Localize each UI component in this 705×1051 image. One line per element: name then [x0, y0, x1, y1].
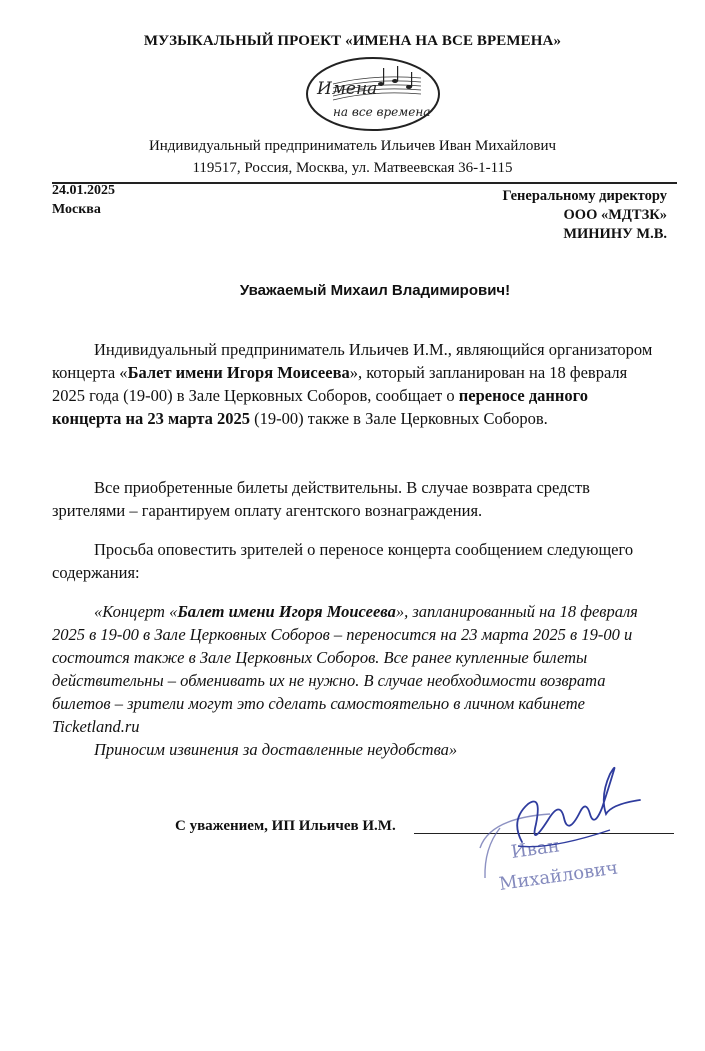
- salutation: Уважаемый Михаил Владимирович!: [239, 282, 511, 299]
- body-paragraph-1: [52, 338, 658, 430]
- ip-name: Индивидуальный предприниматель Ильичев Иван Михайлович: [148, 138, 557, 154]
- p1-text-a: Индивидуальный предприниматель Ильичев И.М., являющийся организатором концерта «: [52, 340, 653, 382]
- quote-concert-name: Балет имени Игоря Моисеева: [177, 602, 396, 621]
- letter-city: Москва: [52, 202, 101, 217]
- letter-date: 24.01.2025: [52, 183, 115, 198]
- quote-text-c: », запланированный на 18 февраля 2025 в 19-00 в Зале Церковных Соборов – переносится на 23 марта 2025 в 19-00 и состоится также в Зале Церковных Соборов. Все ранее купленные билеты действительны – обменивать их не нужно. В случае необходимости возврата билетов – зрители могут это сделать самостоятельно в личном кабинете Ticketland.ru: [52, 602, 638, 736]
- p1-text-c: », который запланирован на 18 февраля 2025 года (19-00) в Зале Церковных Соборов, сообщает о: [52, 363, 628, 405]
- header-divider: [52, 182, 677, 184]
- signoff: С уважением, ИП Ильичев И.М.: [175, 818, 396, 834]
- project-title: МУЗЫКАЛЬНЫЙ ПРОЕКТ «ИМЕНА НА ВСЕ ВРЕМЕНА»: [143, 33, 562, 49]
- project-logo: [303, 54, 443, 134]
- p1-concert-name: Балет имени Игоря Моисеева: [127, 363, 350, 382]
- recipient-block: [502, 187, 667, 244]
- recipient-line-3: МИНИНУ М.В.: [563, 226, 667, 242]
- apology-line: Приносим извинения за доставленные неудобства»: [94, 740, 458, 759]
- ip-address: 119517, Россия, Москва, ул. Матвеевская 36-1-115: [192, 160, 513, 176]
- stamp-line-1: Иван: [509, 835, 561, 863]
- recipient-line-1: Генеральному директору: [502, 188, 667, 204]
- logo-text-top: Имена: [317, 79, 378, 99]
- recipient-line-2: ООО «МДТЗК»: [563, 207, 667, 223]
- handwritten-signature: [490, 760, 650, 870]
- stamp-line-2: Михайлович: [497, 857, 620, 895]
- announcement-quote: [52, 600, 658, 738]
- p1-text-e: (19-00) также в Зале Церковных Соборов.: [250, 409, 548, 428]
- logo-text-bottom: на все времена: [333, 105, 431, 119]
- p1-reschedule-notice: переносе данного концерта на 23 марта 2025: [52, 386, 589, 428]
- body-paragraph-2: [52, 476, 658, 522]
- body-paragraph-3: [52, 538, 658, 584]
- p2-text: Все приобретенные билеты действительны. В случае возврата средств зрителями – гарантируем оплату агентского вознаграждения.: [52, 478, 590, 520]
- quote-text-a: «Концерт «: [94, 602, 178, 621]
- p3-text: Просьба оповестить зрителей о переносе концерта сообщением следующего содержания:: [52, 540, 634, 582]
